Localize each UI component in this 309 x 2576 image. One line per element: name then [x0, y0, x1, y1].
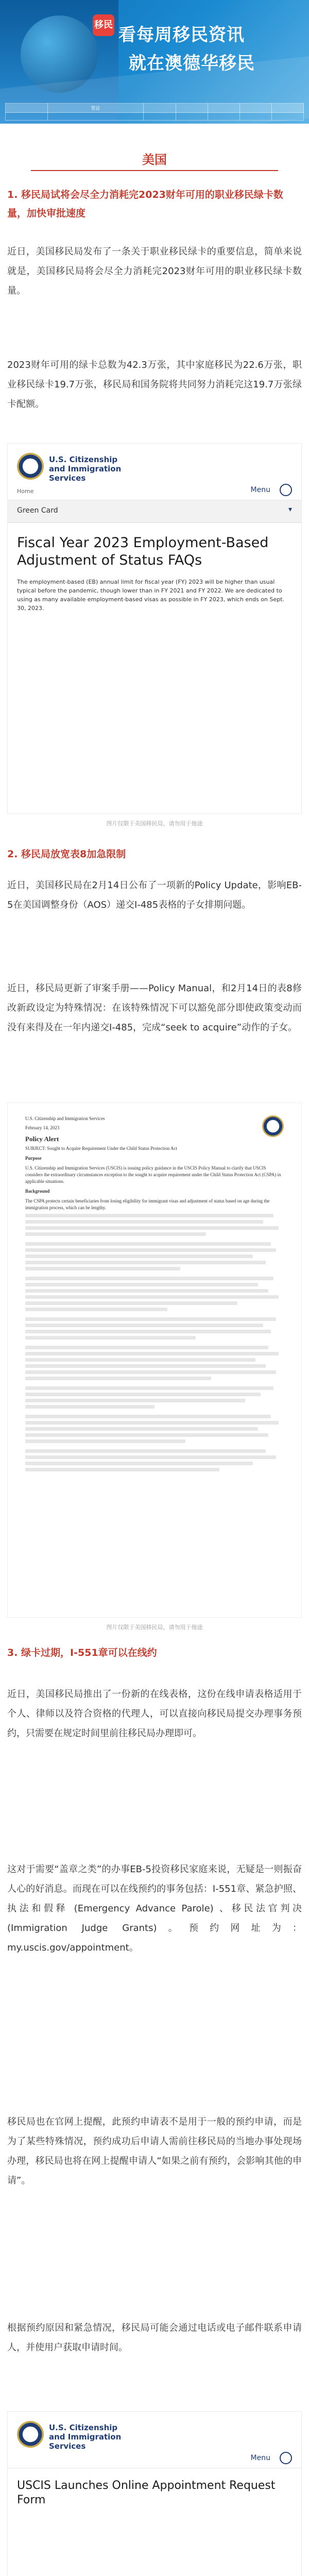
- dhs-seal-icon: [17, 2421, 44, 2448]
- agency-name-line: Services: [49, 473, 86, 483]
- table-cell: [208, 113, 239, 121]
- memo-subject: SUBJECT: Sought to Acquire Requirement Under the Child Status Protection Act: [25, 1146, 178, 1151]
- section2-para1: 近日，美国移民局在2月14日公布了一项新的Policy Update，影响EB-5在美国调整身份（AOS）递交I-485表格的子女排期问题。: [7, 880, 302, 910]
- section1-para1: 近日，美国移民局发布了一条关于职业移民绿卡的重要信息，简单来说就是，美国移民局将会尽全力消耗完2023财年可用的职业移民绿卡数量。: [7, 246, 302, 296]
- memo-kind: Policy Alert: [25, 1135, 59, 1143]
- table-cell: [144, 113, 176, 121]
- memo-purpose-heading: Purpose: [25, 1156, 42, 1161]
- agency-name-line: Services: [49, 2442, 86, 2451]
- section3-para4: 根据预约原因和紧急情况，移民局可能会通过电话或电子邮件联系申请人，并使用户获取申请时间。: [7, 2323, 302, 2353]
- table-cell: [6, 104, 48, 113]
- policy-alert-document: [7, 1103, 302, 1618]
- memo-background-text: The CSPA protects certain beneficiaries from losing eligibility for immigrant visas and adjustment of status based on age during the immigration process, which can be lengthy.: [25, 1198, 270, 1210]
- section1-para2: 2023财年可用的绿卡总数为42.3万张，其中家庭移民为22.6万张，职业移民绿卡19.7万张，移民局和国务院将共同努力消耗完这19.7万张绿卡配额。: [7, 360, 302, 410]
- section3-heading: 3. 绿卡过期，I-551章可以在线约: [7, 1647, 157, 1658]
- memo-text-lines: [25, 1214, 284, 1471]
- section2-heading: 2. 移民局放宽表8加急限制: [7, 849, 126, 860]
- news-title: USCIS Launches Online Appointment Request Form: [17, 2479, 276, 2506]
- table-cell: [271, 104, 303, 113]
- section-nav-label: Green Card: [17, 506, 58, 515]
- uscis-faq-screenshot: [7, 443, 302, 814]
- section3-para2: 这对于需要“盖章之类”的办事EB-5投资移民家庭来说，无疑是一则振奋人心的好消息。而现在可以在线预约的事务包括：I-551章、紧急护照、执法和假释 (Emergency Advance Parole) 、移民法官判决 (Immigration Judge Grants)。预约网址为：my.uscis.gov/appointment。: [7, 1864, 302, 1953]
- agency-name-line: U.S. Citizenship: [49, 455, 118, 464]
- section3-para1: 近日，美国移民局推出了一份新的在线表格，这份在线申请表格适用于个人、律师以及符合资格的代理人，可以直接向移民局提交办理事务预约，只需要在规定时间里前往移民局办理即可。: [7, 1689, 302, 1739]
- agency-name-line: and Immigration: [49, 464, 122, 473]
- table-cell: [239, 104, 271, 113]
- memo-date: February 14, 2023: [25, 1125, 60, 1130]
- agency-name: [49, 455, 121, 483]
- dhs-seal-icon: [17, 453, 44, 480]
- table-cell: [176, 104, 208, 113]
- faq-page-title: Fiscal Year 2023 Employment-Based Adjustment of Status FAQs: [17, 535, 269, 568]
- agency-name: [49, 2423, 121, 2451]
- faq-paragraph: The employment-based (EB) annual limit for fiscal year (FY) 2023 will be higher than usual typical before the pandemic, though lower than in FY 2021 and FY 2022. We are dedicated to using as many available employment-based visas as possible in FY 2023, which ends on Sept. 30, 2023.: [17, 579, 285, 612]
- search-icon[interactable]: [280, 2452, 292, 2464]
- menu-button[interactable]: Menu: [250, 486, 270, 494]
- search-icon[interactable]: [280, 484, 292, 496]
- table-cell: [208, 104, 239, 113]
- table-cell: [47, 113, 143, 121]
- agency-name-line: U.S. Citizenship: [49, 2423, 118, 2432]
- table-cell: [176, 113, 208, 121]
- title-divider: [31, 170, 278, 171]
- banner-title-line2: 就在澳德华移民: [129, 53, 255, 74]
- image-caption: 图片仅限于美国移民局，请勿用于他途: [106, 820, 203, 827]
- agency-name-line: and Immigration: [49, 2432, 122, 2442]
- image-caption: 图片仅限于美国移民局，请勿用于他途: [106, 1624, 203, 1631]
- menu-button[interactable]: Menu: [250, 2454, 270, 2462]
- section-nav-bar[interactable]: [8, 500, 301, 523]
- uscis-header: [8, 444, 301, 500]
- memo-purpose-text: U.S. Citizenship and Immigration Services (USCIS) is issuing policy guidance in the USCIS Policy Manual to clarify that USCIS considers the extraordinary circumstances exception to the sought to acquire requirement under the Child Status Protection Act (CSPA) in applicable situations.: [25, 1165, 281, 1184]
- main-title: 美国: [142, 152, 167, 167]
- banner-table: [5, 103, 304, 121]
- dhs-seal-icon: [262, 1115, 284, 1137]
- section3-para3: 移民局也在官网上提醒，此预约申请表不是用于一般的预约申请，而是为了某些特殊情况，预约成功后申请人需前往移民局的当地办事处现场办理，移民局也将在网上提醒申请人“如果之前有预约，会影响其他的申请”。: [7, 2116, 302, 2186]
- table-cell: [144, 104, 176, 113]
- banner-title-line1: 看每周移民资讯: [118, 25, 245, 45]
- chevron-down-icon: ▾: [288, 505, 292, 514]
- header-banner: [0, 0, 309, 124]
- section2-para2: 近日，移民局更新了审案手册——Policy Manual，和2月14日的表8修改新政设定为特殊情况：在该特殊情况下可以豁免部分即使政策变动而没有来得及在一年内递交I-485，完成“seek to acquire”动作的子女。: [7, 983, 302, 1033]
- section1-heading: 1. 移民局试将会尽全力消耗完2023财年可用的职业移民绿卡数量，加快审批速度: [7, 189, 283, 219]
- brand-logo: 移民: [93, 14, 114, 36]
- memo-agency: U.S. Citizenship and Immigration Services: [25, 1116, 105, 1121]
- home-link[interactable]: Home: [17, 488, 34, 495]
- table-cell: [239, 113, 271, 121]
- uscis-header: [8, 2412, 301, 2468]
- table-cell: [271, 113, 303, 121]
- uscis-news-screenshot: [7, 2411, 302, 2576]
- table-cell: [6, 113, 48, 121]
- memo-background-heading: Background: [25, 1189, 50, 1194]
- table-cell: 签证: [47, 104, 143, 113]
